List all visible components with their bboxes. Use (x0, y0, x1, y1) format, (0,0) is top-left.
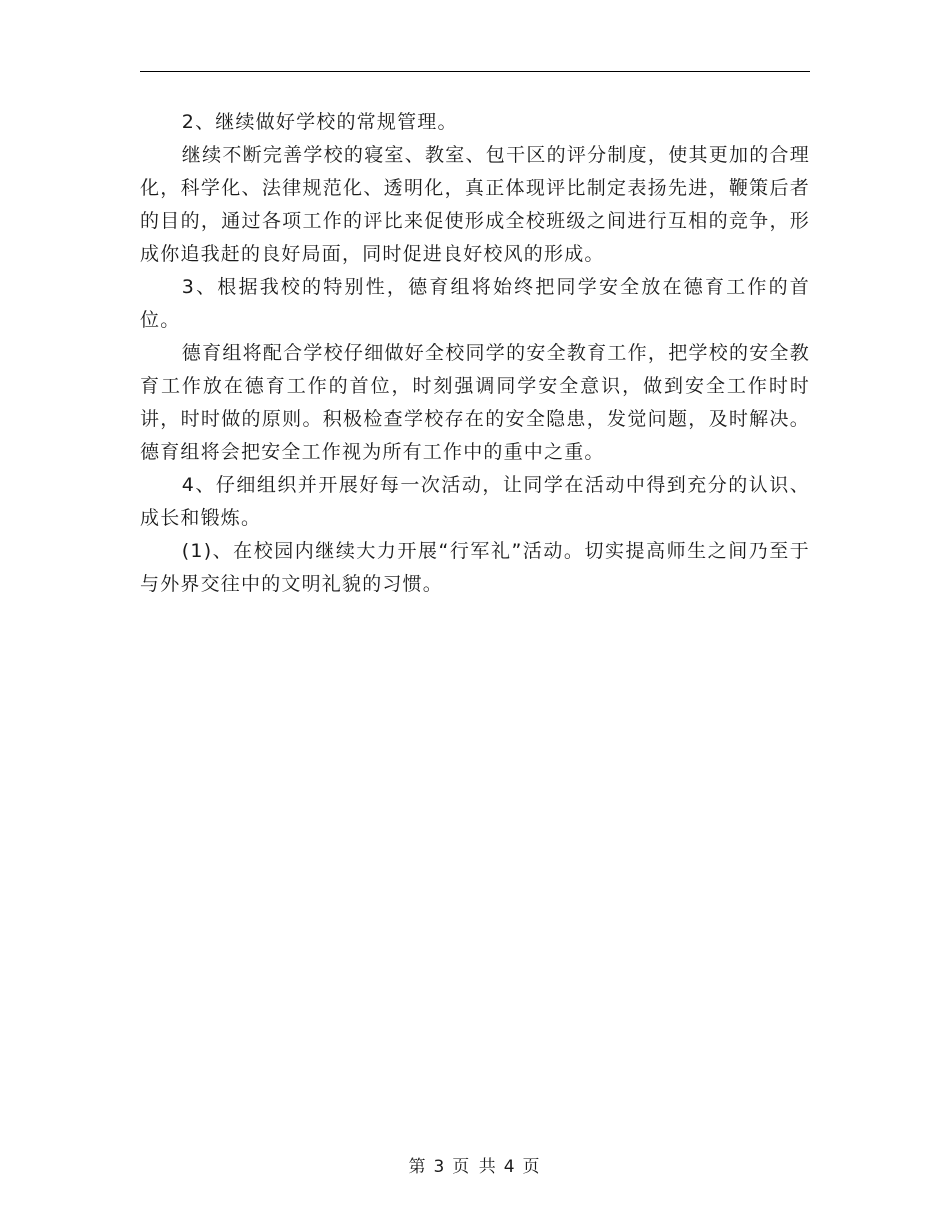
page-label-mid: 页 共 (452, 1157, 498, 1177)
document-body (140, 106, 810, 601)
paragraph-body: 德育组将配合学校仔细做好全校同学的安全教育工作，把学校的安全教育工作放在德育工作的首位，时刻强调同学安全意识，做到安全工作时时讲，时时做的原则。积极检查学校存在的安全隐患，发觉问题，及时解决。德育组将会把安全工作视为所有工作中的重中之重。 (140, 342, 810, 463)
paragraph-item-1: (1)、在校园内继续大力开展“行军礼”活动。切实提高师生之间乃至于与外界交往中的文明礼貌的习惯。 (140, 540, 810, 595)
page-label-suffix: 页 (522, 1157, 542, 1177)
current-page-number: 3 (433, 1157, 447, 1177)
paragraph-heading-2: 2、继续做好学校的常规管理。 (181, 111, 458, 133)
paragraph-body: 继续不断完善学校的寝室、教室、包干区的评分制度，使其更加的合理化，科学化、法律规范化、透明化，真正体现评比制定表扬先进，鞭策后者的目的，通过各项工作的评比来促使形成全校班级之间进行互相的竞争，形成你追我赶的良好局面，同时促进良好校风的形成。 (140, 144, 810, 265)
paragraph-heading-3: 3、根据我校的特别性，德育组将始终把同学安全放在德育工作的首位。 (140, 276, 810, 331)
page-footer (0, 1152, 950, 1177)
total-page-count: 4 (503, 1157, 517, 1177)
page-label-prefix: 第 (408, 1157, 428, 1177)
header-rule (140, 71, 810, 72)
paragraph-heading-4: 4、仔细组织并开展好每一次活动，让同学在活动中得到充分的认识、成长和锻炼。 (140, 474, 810, 529)
